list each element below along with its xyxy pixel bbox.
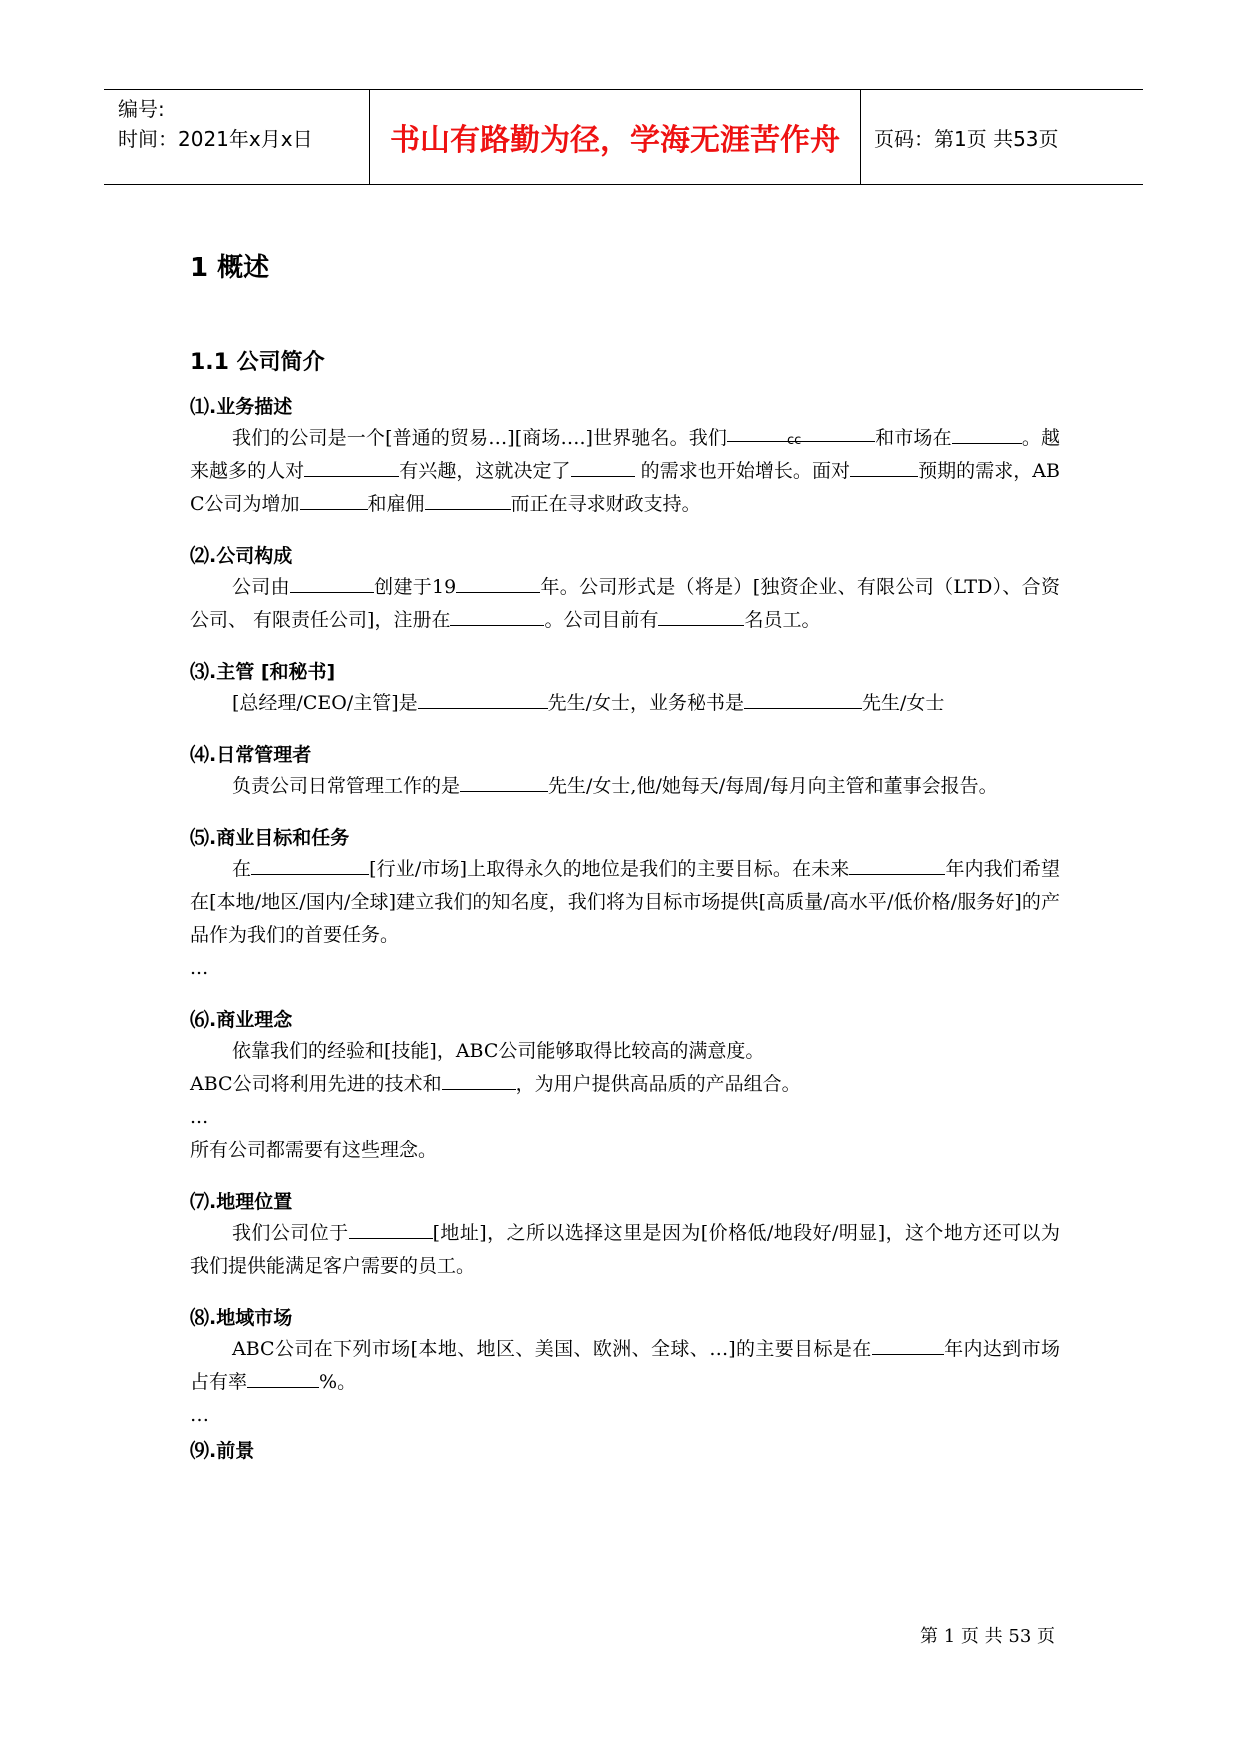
fill-blank	[304, 457, 399, 477]
section-title: 1.1 公司简介	[190, 350, 325, 375]
fill-blank	[460, 772, 548, 792]
fill-blank	[849, 855, 945, 875]
paragraph: 公司由 创建于19 年。公司形式是（将是）[独资企业、有限公司（LTD）、合资公司、 有限责任公司]，注册在 。公司目前有 名员工。	[190, 571, 1060, 637]
fill-blank	[425, 490, 511, 510]
chapter-title: 1 概述	[190, 253, 270, 283]
header-motto: 书山有路勤为径，学海无涯苦作舟	[390, 123, 840, 158]
section-regional-market	[190, 1303, 1060, 1432]
paragraph: ABC公司将利用先进的技术和 ，为用户提供高品质的产品组合。	[190, 1068, 1060, 1101]
header-left-cell	[118, 94, 313, 154]
fill-blank	[418, 689, 548, 709]
fill-blank	[290, 573, 374, 593]
section-heading: ⑴.业务描述	[190, 396, 293, 418]
section-business-description	[190, 392, 1060, 521]
section-director	[190, 657, 1060, 720]
fill-blank	[872, 1335, 944, 1355]
fill-blank	[247, 1368, 319, 1388]
ellipsis-line: ...	[190, 1106, 209, 1128]
section-business-goals	[190, 823, 1060, 985]
section-heading: ⑺.地理位置	[190, 1191, 293, 1213]
paragraph: 在 [行业/市场]上取得永久的地位是我们的主要目标。在未来 年内我们希望在[本地/地区/国内/全球]建立我们的知名度，我们将为目标市场提供[高质量/高水平/低价格/服务好]的产品作为我们的首要任务。	[190, 853, 1060, 952]
paragraph: 负责公司日常管理工作的是 先生/女士,他/她每天/每周/每月向主管和董事会报告。	[190, 770, 1060, 803]
section-heading: ⑷.日常管理者	[190, 744, 312, 766]
paragraph: 我们公司位于 [地址]，之所以选择这里是因为[价格低/地段好/明显]，这个地方还可以为我们提供能满足客户需要的员工。	[190, 1217, 1060, 1283]
fill-blank	[658, 606, 744, 626]
fill-blank	[300, 490, 368, 510]
header-divider	[860, 90, 861, 184]
section-heading: ⑼.前景	[190, 1440, 255, 1462]
fill-blank	[456, 573, 540, 593]
paragraph: 依靠我们的经验和[技能]，ABC公司能够取得比较高的满意度。	[232, 1040, 765, 1062]
fill-blank	[850, 457, 918, 477]
fill-blank	[251, 855, 369, 875]
fill-blank	[450, 606, 544, 626]
section-heading: ⑻.地域市场	[190, 1307, 293, 1329]
section-daily-manager	[190, 740, 1060, 803]
document-body	[190, 250, 1060, 1486]
fill-blank	[952, 424, 1022, 444]
ellipsis-line: …	[190, 1404, 209, 1426]
fill-blank	[571, 457, 635, 477]
fill-blank	[744, 689, 862, 709]
section-heading: ⑵.公司构成	[190, 545, 293, 567]
section-location	[190, 1187, 1060, 1283]
paragraph: [总经理/CEO/主管]是 先生/女士，业务秘书是 先生/女士	[190, 687, 1060, 720]
paragraph: ABC公司在下列市场[本地、地区、美国、欧洲、全球、…]的主要目标是在 年内达到市场占有率 %。	[190, 1333, 1060, 1399]
section-heading: ⑹.商业理念	[190, 1009, 293, 1031]
fill-blank: cc	[727, 422, 875, 442]
header-table	[104, 89, 1143, 185]
section-heading: ⑶.主管 [和秘书]	[190, 661, 336, 683]
header-page-info: 页码：第1页 共53页	[874, 126, 1059, 151]
number-label: 编号:	[118, 97, 165, 121]
paragraph: 我们的公司是一个[普通的贸易…][商场….]世界驰名。我们 cc 和市场在 。越来越多的人对 有兴趣，这就决定了 的需求也开始增长。面对 预期的需求，ABC公司为增加 和雇佣 而正在寻求财政支持。	[190, 422, 1060, 521]
page-footer: 第 1 页 共 53 页	[920, 1626, 1055, 1647]
section-company-structure	[190, 541, 1060, 637]
section-business-philosophy	[190, 1005, 1060, 1167]
paragraph: 所有公司都需要有这些理念。	[190, 1139, 438, 1161]
time-label: 时间：2021年x月x日	[118, 127, 313, 151]
section-heading: ⑸.商业目标和任务	[190, 827, 350, 849]
fill-blank	[442, 1070, 516, 1090]
section-prospects	[190, 1436, 1060, 1466]
fill-blank	[349, 1219, 433, 1239]
ellipsis-line: ...	[190, 957, 209, 979]
